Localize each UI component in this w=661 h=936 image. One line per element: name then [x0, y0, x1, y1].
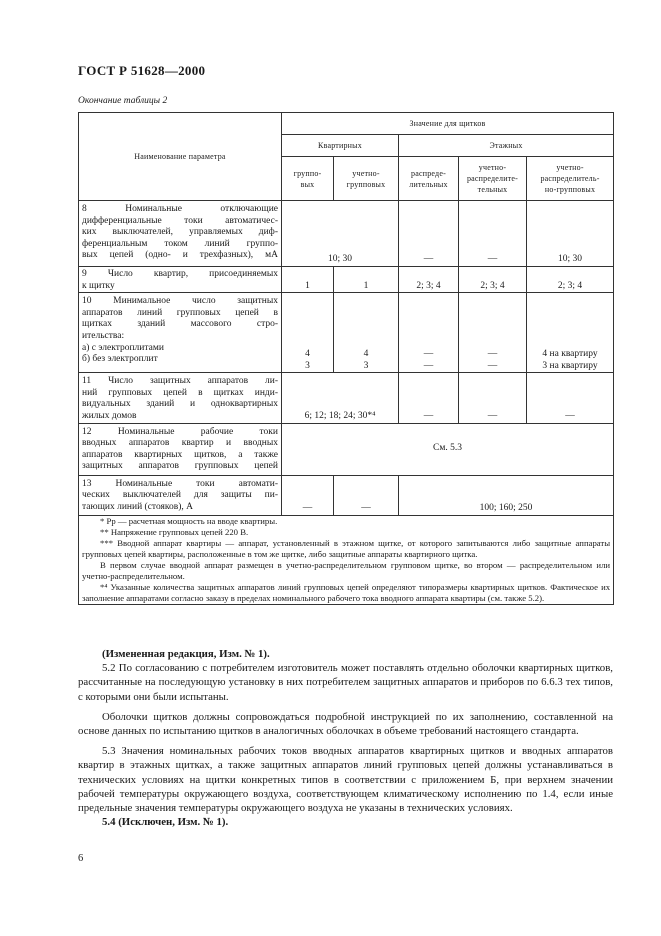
paragraph-5-3: 5.3 Значения номинальных рабочих токов вводных аппаратов квартирных щитков и вводных аппаратов квартир в этажных щитках, а также защитных аппаратов линий групповых цепей должны устанавливаться в технических условиях на щитки конкретных типов в соответствии с приложением Б, при верхнем значении рабочей температуры окружающего воздуха, соответствующем климатическому исполнению по 1.4, если иные предельные значения температуры окружающего воздуха не указаны в технических условиях.: [78, 745, 613, 815]
row11-kvart-value: 6; 12; 18; 24; 30*⁴: [282, 373, 399, 423]
values-header: Значение для щитков: [282, 113, 614, 135]
note-3: *** Вводной аппарат квартиры — аппарат, установленный в этажном щитке, от которого запитываются либо защитные аппараты групповых цепей квартиры, расположенные в том же щитке, либо защитные аппараты квартирного щитка.: [82, 537, 611, 559]
row10-values-3: — —: [399, 293, 459, 373]
table-row: [79, 267, 614, 293]
page-number: 6: [78, 853, 84, 864]
row13-label: 13 Номинальные токи автомати- ческих выключателей для защиты пи- тающих линий (стояков), А: [79, 475, 282, 515]
row8-kvart-value: 10; 30: [282, 201, 399, 267]
col-group-header: группо- вых: [282, 157, 334, 201]
body-text: [78, 647, 613, 829]
col-uchet-group-header: учетно- групповых: [334, 157, 399, 201]
row8-value-5: 10; 30: [527, 201, 614, 267]
row9-value-2: 1: [334, 267, 399, 293]
row10-values-2: 4 3: [334, 293, 399, 373]
note-5: *⁴ Указанные количества защитных аппаратов линий групповых цепей определяют типоразмеры квартирных щитков. Фактическое их заполнение аппаратами согласно заказу в пределах номинального рабочего тока вводного аппарата квартиры (см. также 5.2).: [82, 581, 611, 603]
row8-label: 8 Номинальные отключающие дифференциальные токи автоматичес- ких выключателей, управляемых диф- ференциальным током линий группо- вых цепей (одно- и трехфазных), мА: [79, 201, 282, 267]
row10-label: 10 Минимальное число защитных аппаратов линий групповых цепей в щитках зданий массового стро- ительства: а) с электроплитами б) без электроплит: [79, 293, 282, 373]
param-name-header: Наименование параметра: [79, 113, 282, 201]
row12-label: 12 Номинальные рабочие токи вводных аппаратов квартир и вводных аппаратов квартирных щитков, а также защитных аппаратов групповых цепей: [79, 423, 282, 475]
row10-values-5: 4 на квартиру 3 на квартиру: [527, 293, 614, 373]
paragraph-shells: Оболочки щитков должны сопровождаться подробной инструкцией по их заполнению, составленной на основе данных по испытанию щитков в аналогичных оболочках в объеме требований настоящего стандарта.: [78, 710, 613, 738]
row11-value-5: —: [527, 373, 614, 423]
note-2: ** Напряжение групповых цепей 220 В.: [100, 526, 249, 537]
parameters-table: [78, 112, 614, 605]
row9-value-4: 2; 3; 4: [459, 267, 527, 293]
note-4: В первом случае вводной аппарат размещен в учетно-распределительном групповом щитке, во втором — распределительном или учетно-распределительном.: [82, 559, 611, 581]
table-row: [79, 475, 614, 515]
row9-label: 9 Число квартир, присоединяемых к щитку: [79, 267, 282, 293]
row13-value-1: —: [282, 475, 334, 515]
row9-value-3: 2; 3; 4: [399, 267, 459, 293]
table-row: [79, 293, 614, 373]
kvart-header: Квартирных: [282, 135, 399, 157]
col-uchet-raspred-header: учетно- распределите- тельных: [459, 157, 527, 201]
row11-value-3: —: [399, 373, 459, 423]
table-notes: [79, 515, 614, 604]
table-notes-row: [79, 515, 614, 604]
amendment-note: (Измененная редакция, Изм. № 1).: [102, 648, 270, 660]
row9-value-1: 1: [282, 267, 334, 293]
table-row: [79, 373, 614, 423]
paragraph-5-4: 5.4 (Исключен, Изм. № 1).: [102, 816, 229, 829]
row13-value-etazh: 100; 160; 250: [399, 475, 614, 515]
row13-value-2: —: [334, 475, 399, 515]
note-1: * Pр — расчетная мощность на вводе квартиры.: [100, 515, 278, 526]
row8-value-3: —: [399, 201, 459, 267]
row8-value-4: —: [459, 201, 527, 267]
row12-value: См. 5.3: [282, 423, 614, 475]
col-uchet-raspred-group-header: учетно- распределитель- но-групповых: [527, 157, 614, 201]
row10-values-4: — —: [459, 293, 527, 373]
row11-label: 11 Число защитных аппаратов ли- ний групповых цепей в щитках инди- видуальных зданий и одноквартирных жилых домов: [79, 373, 282, 423]
row10-values-1: 4 3: [282, 293, 334, 373]
table-caption: Окончание таблицы 2: [78, 96, 168, 106]
row9-value-5: 2; 3; 4: [527, 267, 614, 293]
table-row: [79, 201, 614, 267]
col-raspred-header: распреде- лительных: [399, 157, 459, 201]
row11-value-4: —: [459, 373, 527, 423]
table-row: [79, 423, 614, 475]
document-header: ГОСТ Р 51628—2000: [78, 63, 206, 78]
paragraph-5-2: 5.2 По согласованию с потребителем изготовитель может поставлять отдельно оболочки квартирных щитков, рассчитанные на последующую установку в них потребителем защитных аппаратов и приборов по 6.6.3 тех типов, с которыми они были испытаны.: [78, 662, 613, 703]
etazh-header: Этажных: [399, 135, 614, 157]
